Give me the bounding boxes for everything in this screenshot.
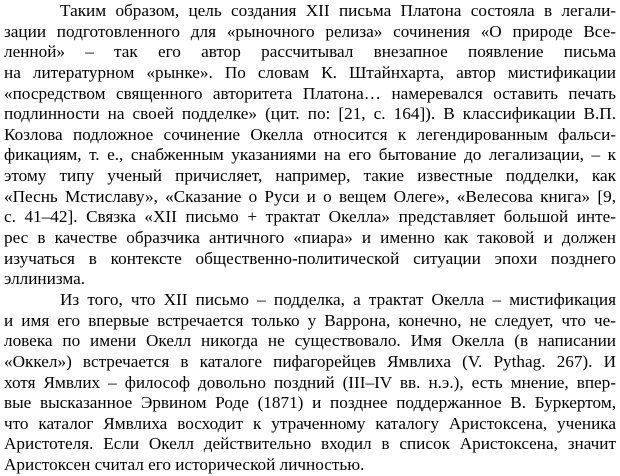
text-line: Из того, что XII письмо – подделка, а трактат Окелла – мистификация <box>60 289 616 309</box>
text-line: рес в качестве образчика античного «пиара» и именно как таковой и должен <box>4 228 616 248</box>
text-line: изучаться в контексте общественно-политической ситуации эпохи позднего <box>4 248 616 268</box>
text-line: что каталог Ямвлиха восходит к утраченному каталогу Аристоксена, ученика <box>4 413 616 433</box>
text-line: эллинизма. <box>4 269 86 289</box>
paragraph-2 <box>4 290 616 476</box>
text-line: и имя его впервые встречается только у Варрона, конечно, не следует, что че- <box>4 310 616 330</box>
text-line: ленной» – так его автор рассчитывал внезапное появление письма <box>4 42 616 62</box>
text-line: Козлова подложное сочинение Окелла относится к легендированным фальси- <box>4 124 616 144</box>
text-line: «Песнь Мстиславу», «Сказание о Руси и о вещем Олеге», «Велесова книга» [9, <box>4 186 616 206</box>
text-line: Таким образом, цель создания XII письма Платона состояла в легали- <box>60 1 616 20</box>
text-line: на литературном «рынке». По словам К. Штайнхарта, автор мистификации <box>4 62 616 82</box>
text-line: фикациям, т. е., снабженным указаниями на его бытование до легализации, – к <box>4 145 616 165</box>
text-line: c. 41–42]. Связка «XII письмо + трактат Окелла» представляет большой инте- <box>4 207 616 227</box>
text-line: Аристоксен считал его исторической личностью. <box>4 455 365 475</box>
document-page <box>4 1 616 476</box>
text-line: Аристотеля. Если Окелл действительно входил в список Аристоксена, значит <box>4 434 616 454</box>
text-line: вые высказанное Эрвином Роде (1871) и позднее поддержанное В. Буркертом, <box>4 393 616 413</box>
text-line: зации подготовленного для «рыночного релиза» сочинения «О природе Все- <box>4 21 616 41</box>
paragraph-1 <box>4 1 616 290</box>
text-line: этому типу ученый причисляет, например, такие известные подделки, как <box>4 166 616 186</box>
text-line: подлинности на своей подделке» (цит. по: [21, c. 164]). В классификации В.П. <box>4 104 616 124</box>
text-line: хотя Ямвлих – философ довольно поздний (III–IV вв. н.э.), есть мнение, впер- <box>4 372 616 392</box>
text-line: «посредством священного авторитета Платона… намеревался оставить печать <box>4 83 616 103</box>
text-line: «Оккел») встречается в каталоге пифагорейцев Ямвлиха (V. Pythag. 267). И <box>4 351 616 371</box>
text-line: ловека по имени Окелл никогда не существовало. Имя Окелла (в написании <box>4 331 616 351</box>
